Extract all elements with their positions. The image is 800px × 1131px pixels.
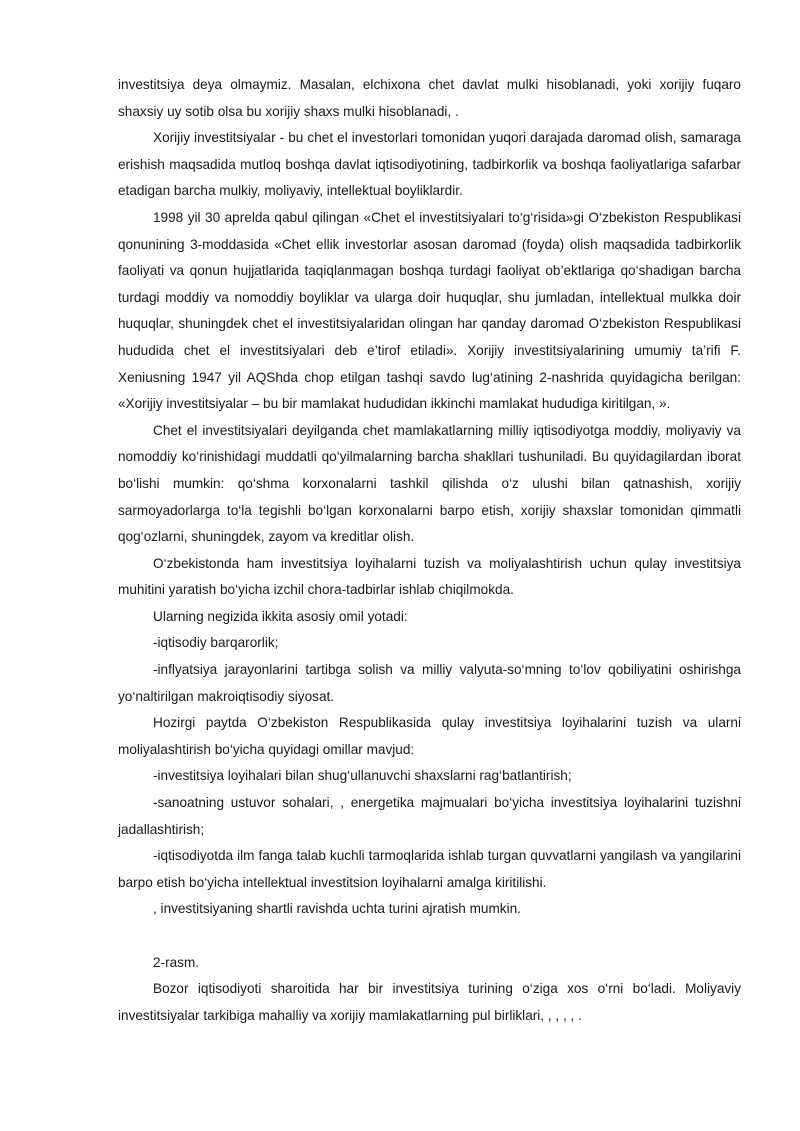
paragraph-uzbekistan-investment-climate: O‘zbekistonda ham investitsiya loyihalarni tuzish va moliyalashtirish uchun qulay investitsiya muhitini yaratish bo‘yicha izchil chora-tadbirlar ishlab chiqilmokda.: [118, 555, 741, 598]
list-item-incentives: -investitsiya loyihalari bilan shug‘ullanuvchi shaxslarni rag‘batlantirish;: [153, 768, 572, 784]
list-item-intellectual-investment: -iqtisodiyotda ilm fanga talab kuchli tarmoqlarida ishlab turgan quvvatlarni yangilash va yangilarini barpo etish bo‘yicha intellektual investitsion loyihalarni amalga kiritilishi.: [118, 848, 741, 890]
paragraph-current-factors-intro: Hozirgi paytda O‘zbekiston Respublikasida qulay investitsiya loyihalarini tuzish va ularni moliyalashtirish bo‘yicha quyidagi omillar mavjud:: [118, 715, 741, 757]
paragraph-law-1998: 1998 yil 30 aprelda qabul qilingan «Chet el investitsiyalari to‘g‘risida»gi O‘zbekiston Respublikasi qonunining 3-moddasida «Chet ellik investorlar asosan daromad (foyda) olish maqsadida tadbirkorlik faoliyati va qonun hujjatlarida taqiqlanmagan boshqa turdagi faoliyat ob’ektlariga qo‘shadigan barcha turdagi moddiy va nomoddiy boyliklar va ularga doir huquqlar, shu jumladan, intellektual mulkka doir huquqlar, shuningdek chet el investitsiyalaridan olingan har qanday daromad O‘zbekiston Respublikasi hududida chet el investitsiyalari deb e’tirof etiladi». Xorijiy investitsiyalarining umumiy ta’rifi F. Xeniusning 1947 yil AQShda chop etilgan tashqi savdo lug‘atining 2-nashrida quyidagicha berilgan: «Xorijiy investitsiyalar – bu bir mamlakat hududidan ikkinchi mamlakat hududiga kiritilgan, ».: [118, 209, 741, 412]
figure-caption: 2-rasm.: [153, 954, 200, 970]
paragraph-two-factors-intro: Ularning negizida ikkita asosiy omil yotadi:: [153, 608, 408, 624]
paragraph-three-types: , investitsiyaning shartli ravishda uchta turini ajratish mumkin.: [153, 901, 521, 917]
document-page: [118, 72, 741, 1029]
list-item-inflation-policy: -inflyatsiya jarayonlarini tartibga solish va milliy valyuta-so‘mning to‘lov qobiliyatini oshirishga yo‘naltirilgan makroiqtisodiy siyosat.: [118, 662, 741, 704]
paragraph-market-economy: Bozor iqtisodiyoti sharoitida har bir investitsiya turining o‘ziga xos o‘rni bo‘ladi. Moliyaviy investitsiyalar tarkibiga mahalliy va xorijiy mamlakatlarning pul birliklari, , , , , .: [118, 981, 741, 1023]
list-item-priority-sectors: -sanoatning ustuvor sohalari, , energetika majmualari bo‘yicha investitsiya loyihalarini tuzishni jadallashtirish;: [118, 795, 741, 837]
paragraph-continued-text: investitsiya deya olmaymiz. Masalan, elchixona chet davlat mulki hisoblanadi, yoki xorijiy fuqaro shaxsiy uy sotib olsa bu xorijiy shaxs mulki hisoblanadi, .: [118, 77, 741, 119]
list-item-economic-stability: -iqtisodiy barqarorlik;: [153, 635, 279, 651]
paragraph-foreign-investment-forms: Chet el investitsiyalari deyilganda chet mamlakatlarning milliy iqtisodiyotga moddiy, moliyaviy va nomoddiy ko‘rinishidagi muddatli qo‘yilmalarning barcha shakllari tushuniladi. Bu quyidagilardan iborat bo‘lishi mumkin: qo‘shma korxonalarni tashkil qilishda o‘z ulushi bilan qatnashish, xorijiy sarmoyadorlarga to‘la tegishli bo‘lgan korxonalarni barpo etish, xorijiy shaxslar tomonidan qimmatli qog‘ozlarni, shuningdek, zayom va kreditlar olish.: [118, 422, 741, 545]
paragraph-foreign-investment-definition: Xorijiy investitsiyalar - bu chet el investorlari tomonidan yuqori darajada daromad olish, samaraga erishish maqsadida mutloq boshqa davlat iqtisodiyotining, tadbirkorlik va boshqa faoliyatlariga safarbar etadigan barcha mulkiy, moliyaviy, intellektual boyliklardir.: [118, 130, 741, 199]
figure-placeholder-space: [118, 923, 741, 950]
